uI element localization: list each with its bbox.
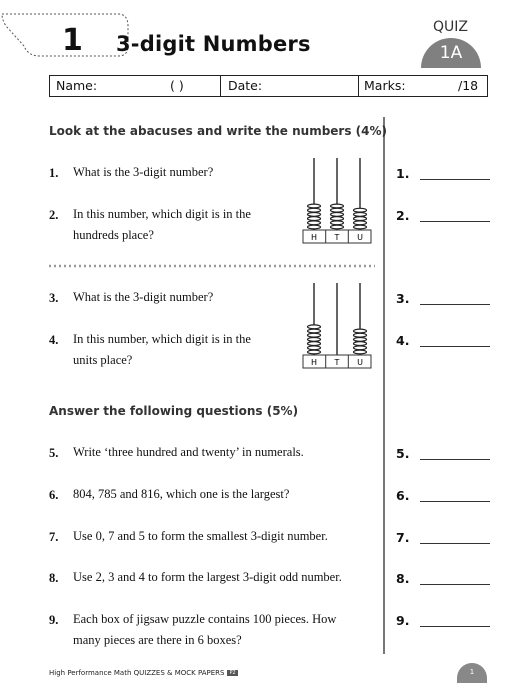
question-number: 3. (49, 291, 59, 305)
divider (220, 76, 221, 96)
student-info-box (49, 75, 488, 97)
question-text: hundreds place? (73, 228, 154, 242)
divider (358, 76, 359, 96)
abacus-bead (331, 221, 344, 225)
abacus-bead (308, 346, 321, 350)
answer-line[interactable] (420, 221, 490, 222)
question-text: Each box of jigsaw puzzle contains 100 pieces. How (73, 612, 337, 626)
abacus-bead (331, 217, 344, 221)
question-text: Use 0, 7 and 5 to form the smallest 3-digit number. (73, 529, 328, 543)
abacus-label-t: T (334, 358, 340, 367)
answer-line[interactable] (420, 304, 490, 305)
answer-line[interactable] (420, 584, 490, 585)
abacus-bead (308, 208, 321, 212)
abacus-bead (354, 342, 367, 346)
section-heading: Look at the abacuses and write the numbers (4%) (49, 124, 388, 138)
answer-line[interactable] (420, 459, 490, 460)
answer-line[interactable] (420, 179, 490, 180)
question-text: Write ‘three hundred and twenty’ in numerals. (73, 445, 304, 459)
abacus-bead (308, 338, 321, 342)
question-text: In this number, which digit is in the (73, 332, 251, 346)
abacus-bead (308, 325, 321, 329)
answer-line[interactable] (420, 501, 490, 502)
class-number-paren: ( ) (170, 78, 184, 93)
question-number: 2. (49, 208, 59, 222)
footer-badge: P2 (229, 670, 236, 676)
abacus-label-h: H (310, 358, 318, 367)
abacus-bead (354, 225, 367, 229)
question-number: 7. (49, 530, 59, 544)
abacus-bead (331, 225, 344, 229)
question-text: 804, 785 and 816, which one is the largest? (73, 487, 290, 501)
abacus-1 (302, 158, 372, 244)
abacus-bead (308, 225, 321, 229)
marks-total: /18 (458, 78, 479, 93)
answer-number: 7. (396, 530, 410, 545)
abacus-bead (354, 333, 367, 337)
abacus-bead (308, 213, 321, 217)
abacus-bead (354, 213, 367, 217)
abacus-bead (354, 338, 367, 342)
name-label: Name: (56, 78, 98, 93)
question-text: What is the 3-digit number? (73, 165, 214, 179)
question-number: 8. (49, 571, 59, 585)
abacus-bead (308, 329, 321, 333)
abacus-bead (308, 204, 321, 208)
answer-number: 2. (396, 208, 410, 223)
question-number: 1. (49, 166, 59, 180)
answer-column-divider (383, 117, 385, 654)
question-text: Use 2, 3 and 4 to form the largest 3-digit odd number. (73, 570, 342, 584)
quiz-code: 1A (439, 43, 463, 63)
answer-number: 8. (396, 571, 410, 586)
abacus-bead (308, 333, 321, 337)
footer-text: High Performance Math QUIZZES & MOCK PAPERS (49, 669, 225, 677)
dotted-separator (49, 263, 375, 269)
date-label: Date: (228, 78, 263, 93)
answer-number: 9. (396, 613, 410, 628)
abacus-bead (308, 217, 321, 221)
abacus-bead (308, 221, 321, 225)
abacus-bead (308, 350, 321, 354)
abacus-bead (331, 204, 344, 208)
abacus-2 (302, 283, 372, 369)
abacus-1-rods (308, 158, 367, 230)
answer-number: 3. (396, 291, 410, 306)
question-text: units place? (73, 353, 133, 367)
question-number: 6. (49, 488, 59, 502)
abacus-label-t: T (334, 233, 340, 242)
question-number: 9. (49, 613, 59, 627)
abacus-bead (354, 329, 367, 333)
section-heading: Answer the following questions (5%) (49, 404, 299, 418)
abacus-bead (331, 208, 344, 212)
question-text: What is the 3-digit number? (73, 290, 214, 304)
answer-number: 6. (396, 488, 410, 503)
footer (49, 669, 238, 677)
abacus-bead (308, 342, 321, 346)
abacus-bead (354, 208, 367, 212)
quiz-label: QUIZ (433, 19, 468, 35)
answer-line[interactable] (420, 543, 490, 544)
abacus-label-u: U (357, 358, 363, 367)
answer-line[interactable] (420, 626, 490, 627)
answer-line[interactable] (420, 346, 490, 347)
abacus-bead (354, 221, 367, 225)
answer-number: 4. (396, 333, 410, 348)
abacus-bead (354, 217, 367, 221)
abacus-bead (354, 346, 367, 350)
answer-number: 5. (396, 446, 410, 461)
abacus-label-u: U (357, 233, 363, 242)
question-text: many pieces are there in 6 boxes? (73, 633, 242, 647)
abacus-label-h: H (310, 233, 318, 242)
marks-label: Marks: (364, 78, 406, 93)
page-number: 1 (469, 668, 475, 676)
question-number: 5. (49, 446, 59, 460)
chapter-number: 1 (62, 23, 83, 58)
answer-number: 1. (396, 166, 410, 181)
abacus-2-rods (308, 283, 367, 355)
page-title: 3-digit Numbers (116, 32, 311, 56)
question-text: In this number, which digit is in the (73, 207, 251, 221)
question-number: 4. (49, 333, 59, 347)
abacus-bead (331, 213, 344, 217)
abacus-bead (354, 350, 367, 354)
